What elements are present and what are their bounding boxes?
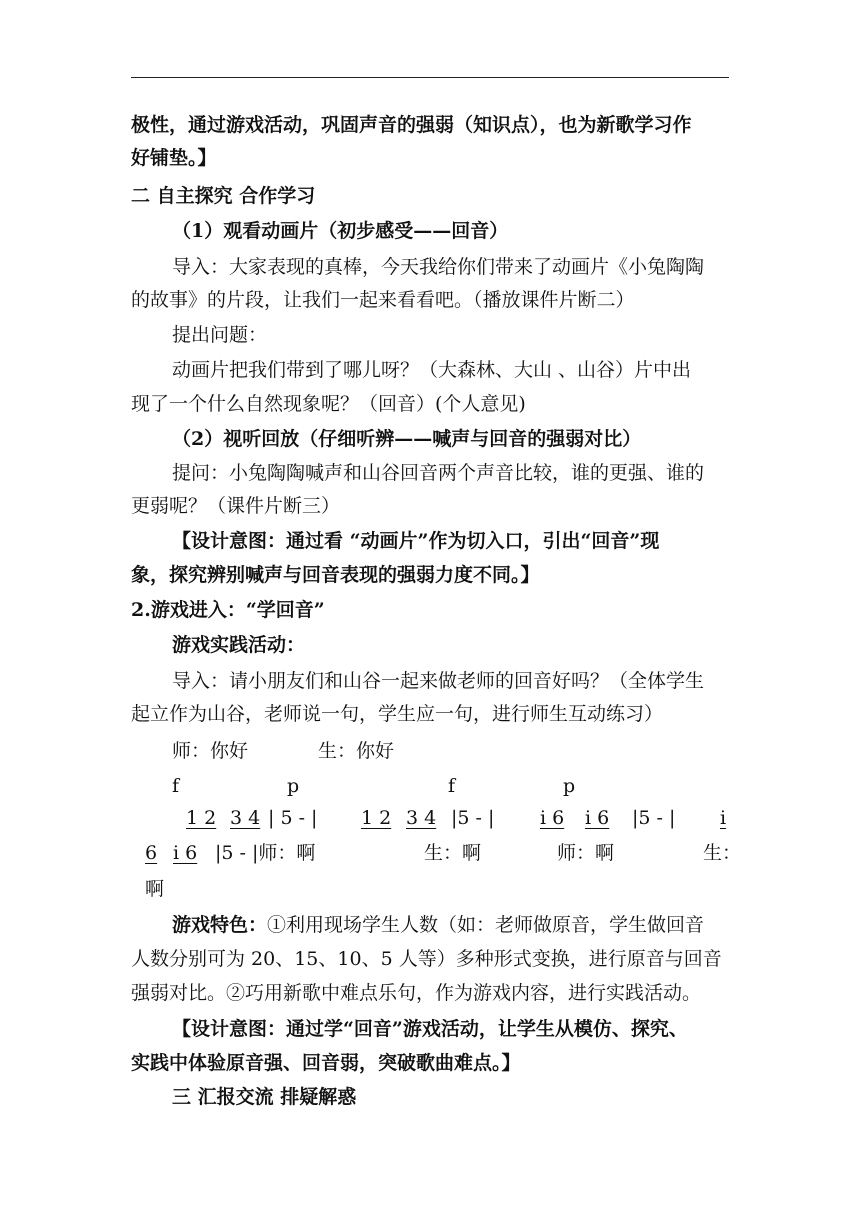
paragraph-line: 动画片把我们带到了哪儿呀？（大森林、大山 、山谷）片中出: [172, 359, 692, 381]
paragraph-line: 提出问题：: [172, 324, 268, 346]
paragraph-line: 提问：小兔陶陶喊声和山谷回音两个声音比较，谁的更强、谁的: [172, 462, 705, 484]
section-heading: 2.游戏进入：“学回音”: [131, 599, 325, 621]
barline-group: |5 - |: [451, 807, 495, 829]
feature-text: ①利用现场学生人数（如：老师做原音，学生做回音: [267, 914, 705, 936]
barline-group: | 5 - |: [268, 807, 318, 829]
dialogue-teacher: 师：啊: [557, 842, 615, 864]
paragraph-line: 强弱对比。②巧用新歌中难点乐句，作为游戏内容，进行实践活动。: [131, 982, 702, 1004]
dynamic-mark: f: [448, 775, 456, 797]
note-group: 1 2: [361, 807, 392, 829]
dynamic-mark: f: [172, 775, 180, 797]
dialogue-student: 生：你好: [318, 740, 395, 762]
paragraph-line: 导入：请小朋友们和山谷一起来做老师的回音好吗？（全体学生: [172, 670, 705, 692]
note-group: 3 4: [230, 807, 261, 829]
subsection-heading: 游戏实践活动：: [172, 634, 306, 656]
music-notation-row: [131, 840, 741, 870]
note-group: 1 2: [186, 807, 217, 829]
paragraph-line: 起立作为山谷，老师说一句，学生应一句，进行师生互动练习）: [131, 703, 664, 725]
note-group: i 6: [173, 842, 198, 864]
music-notation-row: [131, 805, 741, 835]
barline-group: |5 - |: [632, 807, 676, 829]
note-group: i: [720, 807, 727, 829]
feature-label: 游戏特色：: [172, 914, 268, 936]
barline-group: |5 - |师：啊: [215, 842, 316, 864]
dialogue-teacher: 师：你好: [172, 740, 249, 762]
paragraph-line: 极性，通过游戏活动，巩固声音的强弱（知识点），也为新歌学习作: [131, 114, 692, 136]
design-intent: 【设计意图：通过学“回音”游戏活动，让学生从模仿、探究、: [172, 1018, 688, 1040]
subsection-heading: （1）观看动画片（初步感受——回音）: [172, 220, 509, 242]
paragraph-line: 现了一个什么自然现象呢？（回音）(个人意见): [131, 393, 526, 415]
paragraph-line: 人数分别可为 20、15、10、5 人等）多种形式变换，进行原音与回音: [131, 948, 722, 970]
paragraph-line: 好铺垫。】: [131, 147, 217, 169]
design-intent: 实践中体验原音强、回音弱，突破歌曲难点。】: [131, 1052, 521, 1074]
note-group: 3 4: [406, 807, 437, 829]
paragraph-line: 导入：大家表现的真棒，今天我给你们带来了动画片《小兔陶陶: [172, 256, 705, 278]
subsection-heading: （2）视听回放（仔细听辨——喊声与回音的强弱对比）: [172, 428, 642, 450]
design-intent: 【设计意图：通过看 “动画片”作为切入口，引出“回音”现: [172, 530, 660, 552]
note-group: 6: [145, 842, 158, 864]
dialogue-continuation: 啊: [145, 878, 165, 900]
dynamic-mark: p: [287, 775, 300, 797]
header-rule: [131, 77, 729, 78]
note-group: i 6: [540, 807, 565, 829]
paragraph-line: [172, 912, 704, 938]
section-heading: 二 自主探究 合作学习: [131, 185, 316, 207]
paragraph-line: 的故事》的片段，让我们一起来看看吧。（播放课件片断二）: [131, 289, 635, 311]
dynamic-mark: p: [563, 775, 576, 797]
section-heading: 三 汇报交流 排疑解惑: [172, 1086, 357, 1108]
design-intent: 象，探究辨别喊声与回音表现的强弱力度不同。】: [131, 564, 540, 586]
note-group: i 6: [585, 807, 610, 829]
dialogue-student: 生：: [703, 842, 742, 864]
dialogue-student: 生：啊: [424, 842, 482, 864]
paragraph-line: 更弱呢？（课件片断三）: [131, 495, 341, 517]
